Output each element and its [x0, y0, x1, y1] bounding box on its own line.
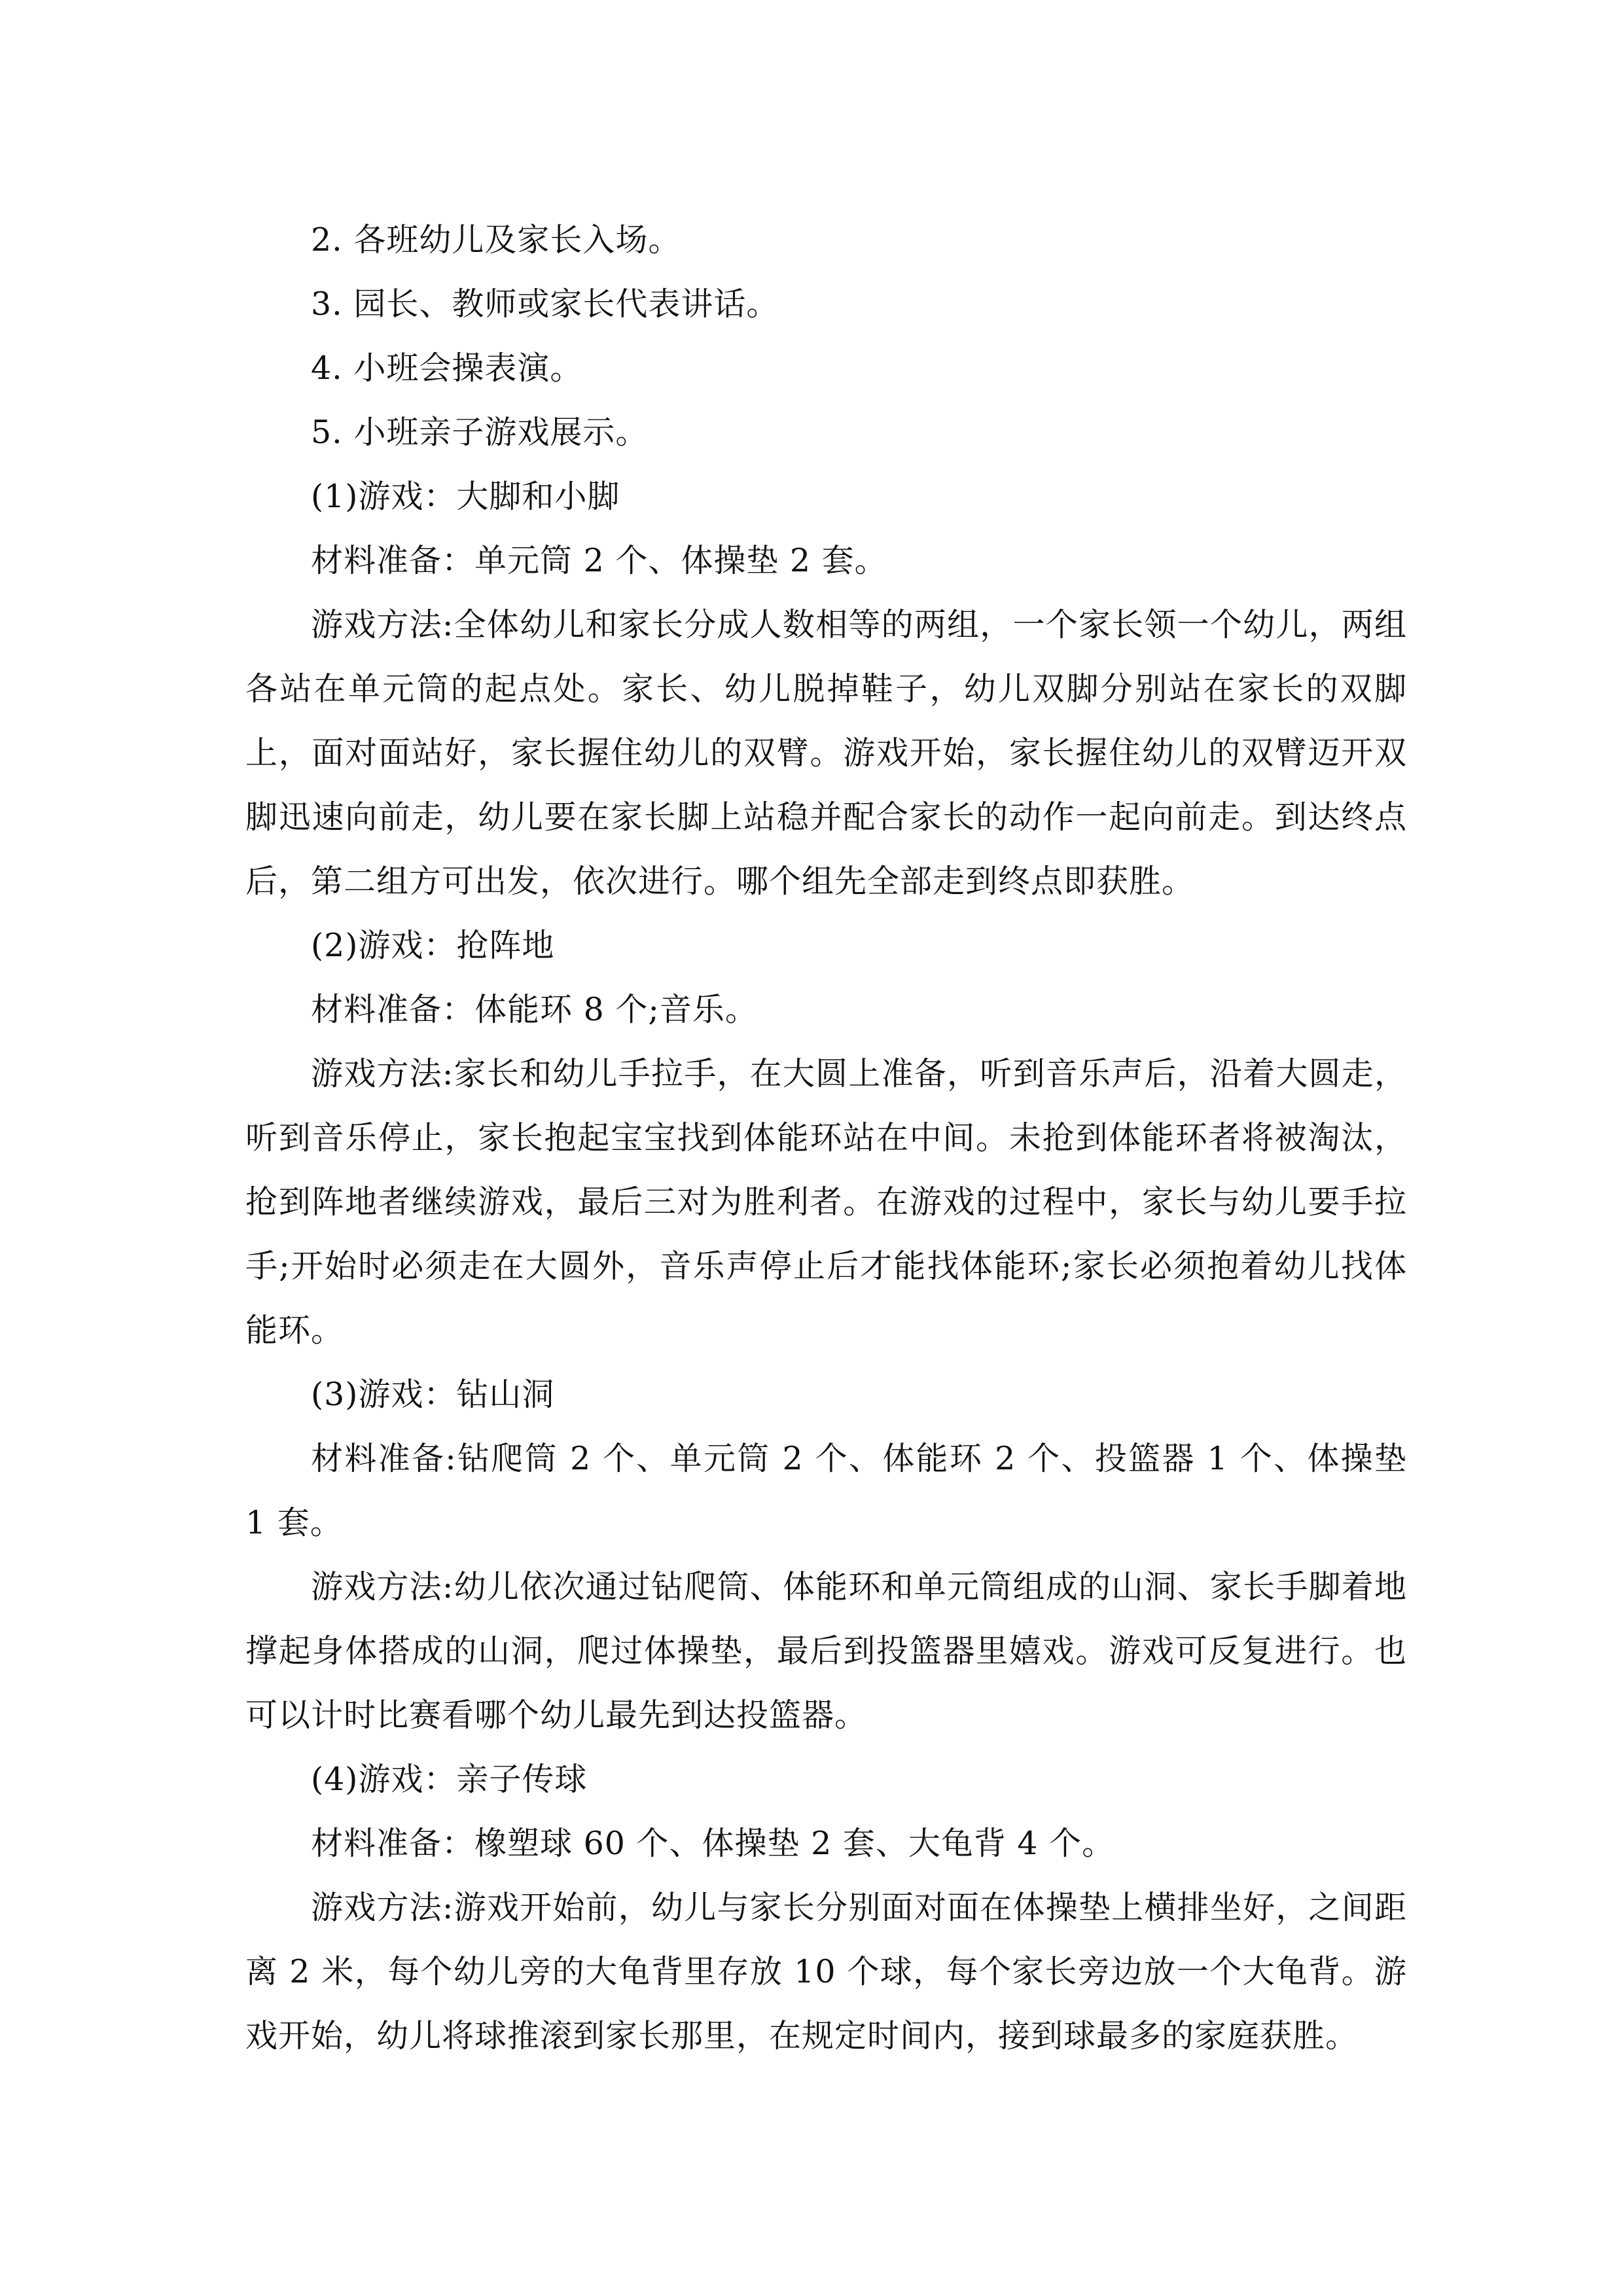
- game-1-title: (1)游戏：大脚和小脚: [311, 478, 620, 515]
- paragraph-entry-2: 2. 各班幼儿及家长入场。: [311, 221, 681, 259]
- game-2-method: 游戏方法:家长和幼儿手拉手，在大圆上准备，听到音乐声后，沿着大圆走，听到音乐停止，家长抱起宝宝找到体能环站在中间。未抢到体能环者将被淘汰，抢到阵地者继续游戏，最后三对为胜利者。在游戏的过程中，家长与幼儿要手拉手;开始时必须走在大圆外，音乐声停止后才能找体能环;家长必须抱着幼儿找体能环。: [245, 1055, 1407, 1349]
- paragraph-speech: 3. 园长、教师或家长代表讲话。: [311, 285, 779, 323]
- document-body: [245, 208, 1407, 2068]
- game-3-method: 游戏方法:幼儿依次通过钻爬筒、体能环和单元筒组成的山洞、家长手脚着地撑起身体搭成的山洞，爬过体操垫，最后到投篮器里嬉戏。游戏可反复进行。也可以计时比赛看哪个幼儿最先到达投篮器。: [245, 1568, 1407, 1734]
- paragraph-games-intro: 5. 小班亲子游戏展示。: [311, 414, 649, 451]
- game-4-title: (4)游戏：亲子传球: [311, 1761, 588, 1798]
- game-4-method: 游戏方法:游戏开始前，幼儿与家长分别面对面在体操垫上横排坐好，之间距离 2 米，每个幼儿旁的大龟背里存放 10 个球，每个家长旁边放一个大龟背。游戏开始，幼儿将球推滚到家长那里，在规定时间内，接到球最多的家庭获胜。: [245, 1889, 1407, 2054]
- game-2-materials: 材料准备：体能环 8 个;音乐。: [311, 991, 758, 1028]
- game-2-title: (2)游戏：抢阵地: [311, 927, 555, 964]
- paragraph-exercise: 4. 小班会操表演。: [311, 350, 583, 387]
- game-1-method: 游戏方法:全体幼儿和家长分成人数相等的两组，一个家长领一个幼儿，两组各站在单元筒的起点处。家长、幼儿脱掉鞋子，幼儿双脚分别站在家长的双脚上，面对面站好，家长握住幼儿的双臂。游戏开始，家长握住幼儿的双臂迈开双脚迅速向前走，幼儿要在家长脚上站稳并配合家长的动作一起向前走。到达终点后，第二组方可出发，依次进行。哪个组先全部走到终点即获胜。: [245, 606, 1407, 900]
- game-4-materials: 材料准备：橡塑球 60 个、体操垫 2 套、大龟背 4 个。: [311, 1825, 1115, 1862]
- game-3-title: (3)游戏：钻山洞: [311, 1376, 555, 1413]
- game-3-materials: 材料准备:钻爬筒 2 个、单元筒 2 个、体能环 2 个、投篮器 1 个、体操垫 1 套。: [245, 1440, 1407, 1541]
- game-1-materials: 材料准备：单元筒 2 个、体操垫 2 套。: [311, 542, 887, 579]
